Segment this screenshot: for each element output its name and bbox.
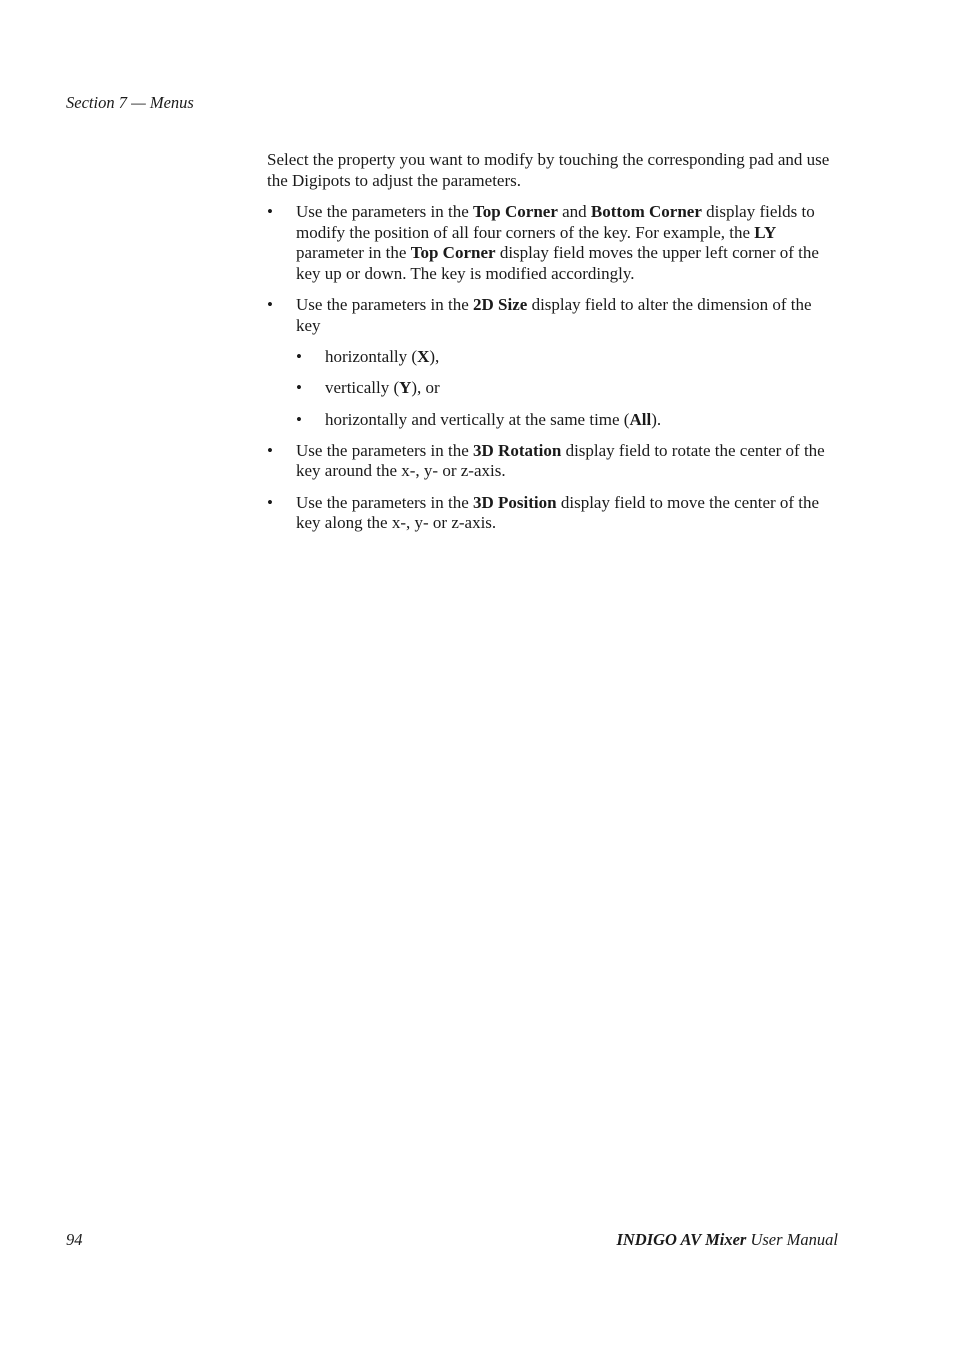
text-run: parameter in the	[296, 243, 411, 263]
text-run: Use the parameters in the	[296, 295, 474, 315]
term-bottom-corner: Bottom Corner	[590, 201, 702, 221]
term-x: X	[417, 347, 430, 367]
list-item-2d-size	[267, 295, 839, 430]
text-run: horizontally (	[325, 347, 418, 367]
term-3d-rotation: 3D Rotation	[473, 440, 562, 460]
text-run: display field to rotate the center of the key around the x-, y- or z-axis.	[296, 440, 825, 481]
dimension-list	[296, 347, 839, 430]
term-top-corner: Top Corner	[473, 201, 558, 221]
property-list	[267, 202, 839, 534]
intro-paragraph: Select the property you want to modify by touching the corresponding pad and use the Digipots to adjust the parameters.	[267, 150, 830, 190]
list-item-3d-rotation	[267, 441, 839, 482]
text-run: Use the parameters in the	[296, 440, 474, 460]
manual-label: User Manual	[746, 1230, 838, 1249]
text-run: display field to move the center of the key along the x-, y- or z-axis.	[296, 492, 820, 533]
term-ly: LY	[754, 222, 777, 242]
text-run: ), or	[411, 378, 440, 398]
sub-item-vertical	[296, 378, 839, 399]
sub-item-horizontal	[296, 347, 839, 368]
term-all: All	[629, 409, 652, 429]
term-y: Y	[399, 378, 412, 398]
text-run: ).	[651, 409, 662, 429]
page-number: 94	[66, 1230, 83, 1249]
running-header: Section 7 — Menus	[66, 93, 194, 112]
term-top-corner: Top Corner	[410, 243, 496, 263]
sub-item-both	[296, 410, 839, 431]
text-run: display field to alter the dimension of the key	[296, 295, 812, 335]
text-run: vertically (	[325, 378, 400, 398]
text-run: horizontally and vertically at the same time (	[325, 409, 630, 429]
term-3d-position: 3D Position	[473, 492, 557, 512]
text-run: Use the parameters in the	[296, 492, 474, 512]
text-run: Use the parameters in the	[296, 201, 474, 221]
list-item-corners	[267, 202, 839, 285]
manual-title	[616, 1229, 838, 1251]
list-item-3d-position	[267, 493, 839, 534]
product-name: INDIGO AV Mixer	[616, 1230, 747, 1249]
text-run: display field moves the upper left corner of the key up or down. The key is modified accordingly.	[296, 243, 819, 284]
term-2d-size: 2D Size	[473, 295, 528, 315]
text-run: display fields to modify the position of all four corners of the key. For example, the	[296, 201, 815, 242]
text-run: ),	[429, 347, 440, 367]
text-run: and	[557, 201, 591, 221]
page-body	[267, 150, 839, 545]
